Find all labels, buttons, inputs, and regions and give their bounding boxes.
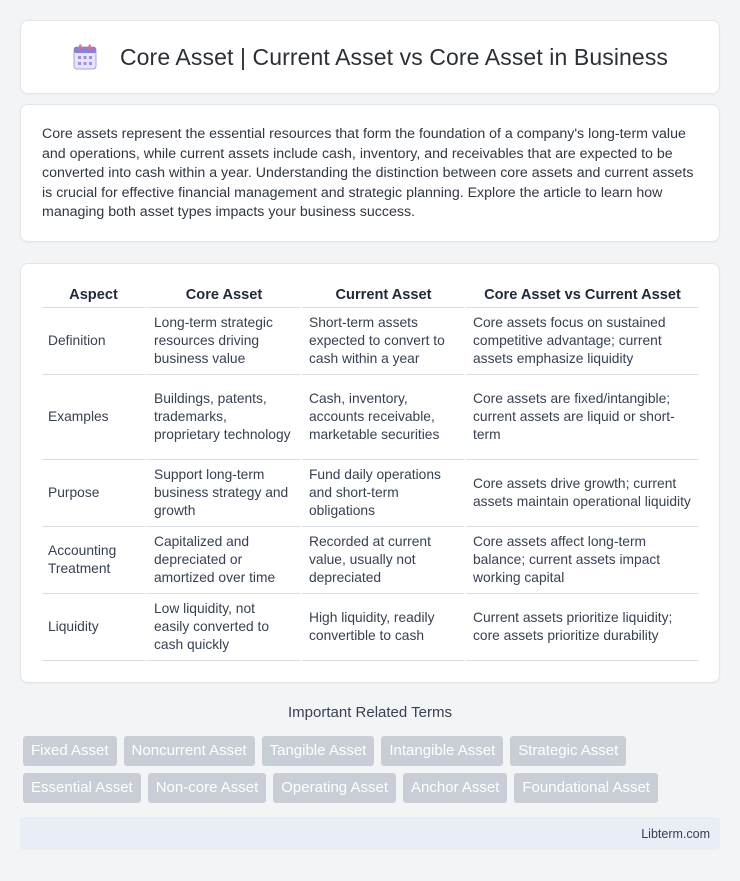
column-header: Core Asset: [145, 284, 300, 308]
related-term-tag[interactable]: Noncurrent Asset: [124, 736, 255, 766]
current-asset-cell: High liquidity, readily convertible to cash: [300, 594, 464, 661]
current-asset-cell: Recorded at current value, usually not depreciated: [300, 527, 464, 594]
comparison-cell: Core assets focus on sustained competitive advantage; current assets emphasize liquidity: [464, 308, 698, 375]
column-header: Current Asset: [300, 284, 464, 308]
aspect-cell: Accounting Treatment: [42, 527, 145, 594]
related-terms-list: [23, 736, 723, 810]
table-header-row: [42, 284, 698, 308]
core-asset-cell: Long-term strategic resources driving business value: [145, 308, 300, 375]
core-asset-cell: Capitalized and depreciated or amortized over time: [145, 527, 300, 594]
tag-row: [23, 736, 723, 766]
core-asset-cell: Buildings, patents, trademarks, proprietary technology: [145, 375, 300, 460]
intro-card: [20, 104, 720, 242]
table-row: [42, 527, 698, 594]
comparison-cell: Current assets prioritize liquidity; core assets prioritize durability: [464, 594, 698, 661]
related-term-tag[interactable]: Essential Asset: [23, 773, 141, 803]
footer-bar: [20, 817, 720, 850]
table-row: [42, 308, 698, 375]
related-term-tag[interactable]: Fixed Asset: [23, 736, 117, 766]
tag-row: [23, 773, 723, 803]
column-header: Core Asset vs Current Asset: [464, 284, 698, 308]
aspect-cell: Examples: [42, 375, 145, 460]
table-row: [42, 460, 698, 527]
related-term-tag[interactable]: Foundational Asset: [514, 773, 658, 803]
related-term-tag[interactable]: Tangible Asset: [262, 736, 375, 766]
table-row: [42, 375, 698, 460]
related-term-tag[interactable]: Operating Asset: [273, 773, 396, 803]
current-asset-cell: Fund daily operations and short-term obligations: [300, 460, 464, 527]
core-asset-cell: Support long-term business strategy and growth: [145, 460, 300, 527]
related-term-tag[interactable]: Anchor Asset: [403, 773, 507, 803]
core-asset-cell: Low liquidity, not easily converted to cash quickly: [145, 594, 300, 661]
column-header: Aspect: [42, 284, 145, 308]
related-term-tag[interactable]: Strategic Asset: [510, 736, 626, 766]
current-asset-cell: Cash, inventory, accounts receivable, marketable securities: [300, 375, 464, 460]
aspect-cell: Liquidity: [42, 594, 145, 661]
calendar-icon: [72, 44, 98, 70]
comparison-cell: Core assets affect long-term balance; current assets impact working capital: [464, 527, 698, 594]
related-term-tag[interactable]: Non-core Asset: [148, 773, 267, 803]
header-card: [20, 20, 720, 94]
comparison-table: [42, 284, 698, 661]
comparison-card: [20, 263, 720, 683]
footer-brand-link[interactable]: Libterm.com: [641, 826, 710, 841]
comparison-cell: Core assets drive growth; current assets maintain operational liquidity: [464, 460, 698, 527]
page-title: Core Asset | Current Asset vs Core Asset in Business: [119, 43, 669, 70]
related-terms-title: Important Related Terms: [288, 704, 452, 721]
aspect-cell: Definition: [42, 308, 145, 375]
table-row: [42, 594, 698, 661]
current-asset-cell: Short-term assets expected to convert to cash within a year: [300, 308, 464, 375]
comparison-cell: Core assets are fixed/intangible; current assets are liquid or short-term: [464, 375, 698, 460]
intro-text: Core assets represent the essential resources that form the foundation of a company's long-term value and operations, while current assets include cash, inventory, and receivables that are expected to be converted into cash within a year. Understanding the distinction between core assets and current assets is crucial for effective financial management and strategic planning. Explore the article to learn how managing both asset types impacts your business success.: [42, 126, 694, 221]
aspect-cell: Purpose: [42, 460, 145, 527]
related-term-tag[interactable]: Intangible Asset: [381, 736, 503, 766]
